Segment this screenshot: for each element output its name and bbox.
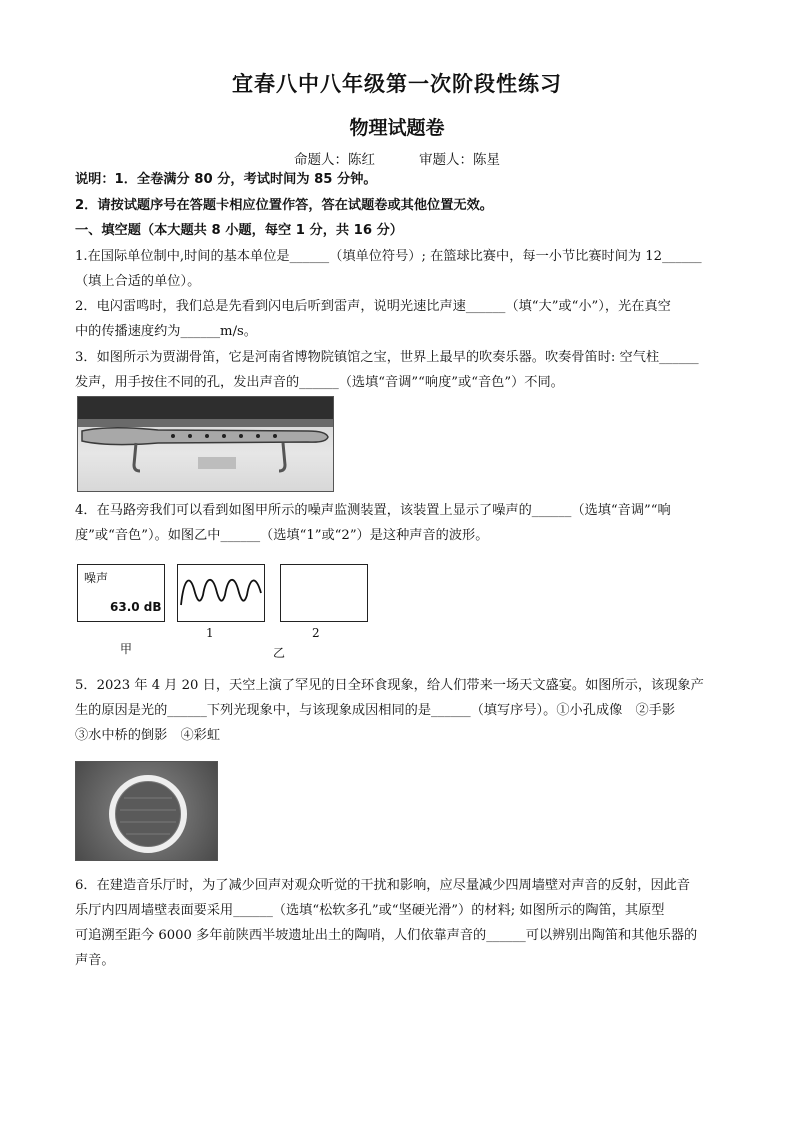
- noise-monitor: [77, 564, 165, 622]
- question-1-line-1: 1.在国际单位制中,时间的基本单位是______（填单位符号）; 在篮球比赛中，每一小节比赛时间为 12______: [75, 249, 702, 264]
- question-6-line-2: 乐厅内四周墙壁表面要采用______（选填“松软多孔”或“坚硬光滑”）的材料; 如图所示的陶笛，其原型: [75, 903, 665, 918]
- waveform-2-box: [280, 564, 368, 622]
- section-heading: 一、填空题（本大题共 8 小题，每空 1 分，共 16 分）: [75, 223, 403, 238]
- page-title: 宜春八中八年级第一次阶段性练习: [232, 72, 562, 96]
- eclipse-ring-illustration: [76, 762, 217, 860]
- question-3-line-1: 3．如图所示为贾湖骨笛，它是河南省博物院镇馆之宝，世界上最早的吹奏乐器。吹奏骨笛时: 空气柱______: [75, 350, 699, 365]
- question-6-line-4: 声音。: [75, 953, 115, 968]
- figure-label-jia: 甲: [120, 642, 133, 656]
- question-4-line-1: 4．在马路旁我们可以看到如图甲所示的噪声监测装置，该装置上显示了噪声的______（选填“音调”“响: [75, 503, 671, 518]
- bone-flute-photo: [77, 396, 334, 492]
- question-6-line-3: 可追溯至距今 6000 多年前陕西半坡遗址出土的陶哨，人们依靠声音的______可以辨别出陶笛和其他乐器的: [75, 928, 698, 943]
- reviewer-name: 审题人：陈星: [419, 152, 500, 168]
- waveform-1-box: [177, 564, 265, 622]
- waveform-1: [178, 565, 264, 621]
- question-2-line-2: 中的传播速度约为______m/s。: [75, 324, 257, 339]
- question-6-line-1: 6．在建造音乐厅时，为了减少回声对观众听觉的干扰和影响，应尽量减少四周墙壁对声音的反射，因此音: [75, 878, 691, 893]
- question-1-line-2: （填上合适的单位）。: [75, 274, 201, 289]
- question-2-line-1: 2．电闪雷鸣时，我们总是先看到闪电后听到雷声，说明光速比声速______（填“大”或“小”），光在真空: [75, 299, 671, 314]
- solar-eclipse-photo: [75, 761, 218, 861]
- question-5-line-3: ③水中桥的倒影 ④彩虹: [75, 728, 221, 743]
- instruction-line-1: 说明：1．全卷满分 80 分，考试时间为 85 分钟。: [75, 172, 377, 187]
- instruction-line-2: 2．请按试题序号在答题卡相应位置作答，答在试题卷或其他位置无效。: [75, 198, 493, 213]
- figure-label-yi: 乙: [273, 646, 286, 660]
- author-info: [0, 148, 794, 168]
- setter-name: 命题人：陈红: [294, 152, 375, 168]
- figure-label-1: 1: [206, 626, 214, 640]
- question-5-line-2: 生的原因是光的______下列光现象中，与该现象成因相同的是______（填写序号）。①小孔成像 ②手影: [75, 703, 676, 718]
- question-3-line-2: 发声，用手按住不同的孔，发出声音的______（选填“音调”“响度”或“音色”）不同。: [75, 375, 564, 390]
- noise-monitor-value: 63.0 dB: [110, 600, 162, 614]
- figure-label-2: 2: [312, 626, 320, 640]
- bone-flute-illustration: [78, 397, 333, 491]
- page-subtitle: 物理试题卷: [349, 117, 445, 139]
- question-5-line-1: 5．2023 年 4 月 20 日，天空上演了罕见的日全环食现象，给人们带来一场天文盛宴。如图所示，该现象产: [75, 678, 704, 693]
- noise-monitor-label: 噪声: [84, 571, 109, 585]
- question-4-line-2: 度”或“音色”）。如图乙中______（选填“1”或“2”）是这种声音的波形。: [75, 528, 489, 543]
